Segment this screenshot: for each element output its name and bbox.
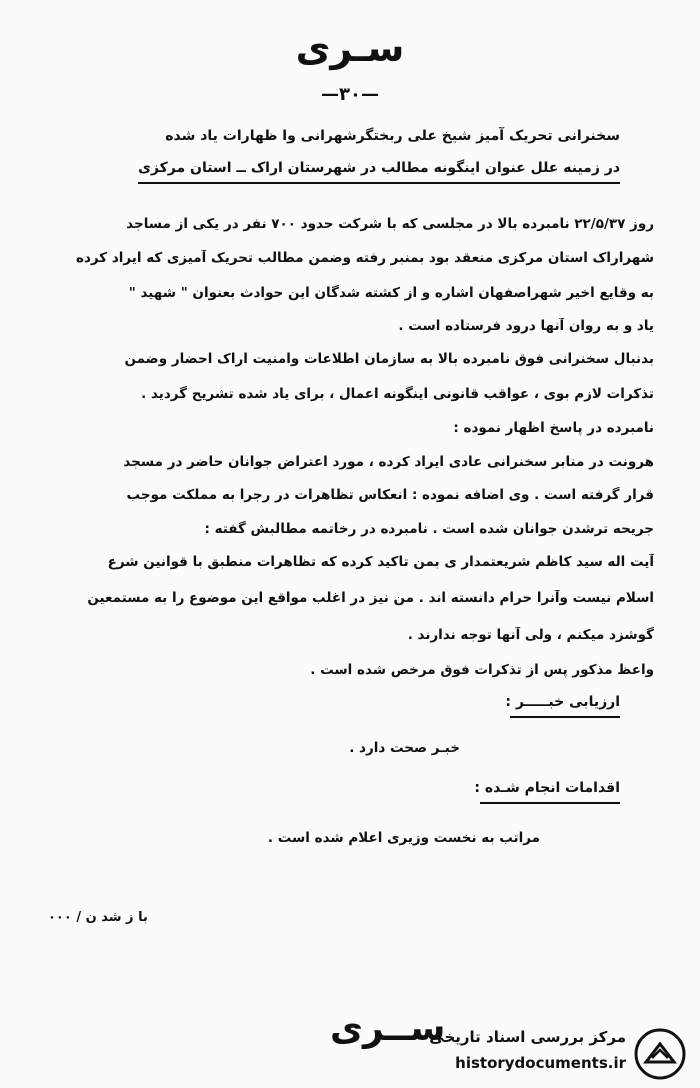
body-line: جریحه ترشدن جوانان شده است . نامبرده در رخاتمه مطالبش گفته : [204, 521, 654, 537]
body-line: اسلام نیست وآنرا حرام دانسته اند . من نیز در اغلب مواقع این موضوع را به مستمعین [87, 590, 654, 606]
pages-count: با ز شد ن / ۰۰۰ [48, 910, 148, 925]
evaluation-text: خبـر صحت دارد . [349, 740, 460, 756]
classification-header: سـری [295, 26, 405, 70]
body-line: آیت اله سید کاظم شریعتمدار ی بمن تاکید کرده که تظاهرات منطبق با قوانین شرع [107, 554, 654, 570]
evaluation-title: ارزیابی خبـــــر : [505, 694, 620, 710]
document-number: —۳۰— [321, 84, 379, 105]
watermark-text-fa: مرکز بررسی اسناد تاریخی [429, 1028, 626, 1046]
body-line: واعظ مذکور پس از تذکرات فوق مرخص شده است . [310, 662, 654, 678]
actions-underline [480, 802, 620, 804]
evaluation-underline [510, 716, 620, 718]
body-line: قرار گرفته است . وی اضافه نموده : انعکاس تظاهرات در رجرا به مملکت موجب [126, 487, 654, 503]
body-line: به وقایع اخیر شهراصفهان اشاره و از کشته شدگان این حوادث بعنوان " شهید " [128, 285, 654, 301]
subject-line-1: سخنرانی تحریک آمیز شیخ علی ربختگرشهرانی وا ظهارات یاد شده [165, 128, 620, 144]
body-line: هرونت در منابر سخنرانی عادی ایراد کرده ، مورد اعتراض جوانان حاضر در مسجد [123, 454, 654, 470]
body-line: روز ۲۲/۵/۳۷ نامبرده بالا در مجلسی که با شرکت حدود ۷۰۰ نفر در یکی از مساجد [126, 216, 654, 232]
actions-text: مراتب به نخست وزیری اعلام شده است . [267, 830, 540, 846]
body-line: یاد و به روان آنها درود فرستاده است . [398, 318, 654, 334]
watermark-text-en: historydocuments.ir [455, 1054, 626, 1072]
body-line: گوشزد میکنم ، ولی آنها توجه ندارند . [407, 627, 654, 643]
body-line: نامبرده در پاسخ اظهار نموده : [453, 420, 654, 436]
body-line: شهراراک استان مرکزی منعقد بود بمنبر رفته وضمن مطالب تحریک آمیزی که ایراد کرده [76, 250, 654, 266]
classification-footer: ســری [330, 1008, 446, 1049]
subject-line-2: در زمینه علل عنوان اینگونه مطالب در شهرستان اراک ــ استان مرکزی [138, 160, 620, 176]
body-line: بدنبال سخنرانی فوق نامبرده بالا به سازمان اطلاعات وامنیت اراک احضار وضمن [124, 351, 654, 367]
watermark [430, 1024, 692, 1082]
body-line: تذکرات لازم بوی ، عواقب قانونی اینگونه اعمال ، برای یاد شده تشریح گردید . [141, 386, 654, 402]
actions-title: اقدامات انجام شـده : [474, 780, 620, 796]
book-logo-icon [634, 1028, 686, 1080]
subject-underline [138, 182, 620, 184]
